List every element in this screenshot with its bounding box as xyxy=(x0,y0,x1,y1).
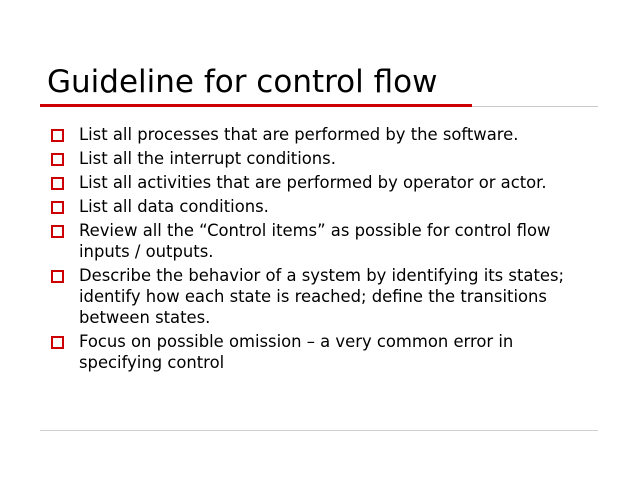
bullet-list xyxy=(49,124,599,376)
title-underline-accent xyxy=(40,104,472,107)
bullet-text: List all processes that are performed by the software. xyxy=(79,125,519,144)
square-bullet-icon xyxy=(51,270,64,283)
square-bullet-icon xyxy=(51,177,64,190)
bullet-item xyxy=(49,196,599,217)
bullet-text: List all activities that are performed by operator or actor. xyxy=(79,173,547,192)
square-bullet-icon xyxy=(51,201,64,214)
square-bullet-icon xyxy=(51,225,64,238)
bullet-item xyxy=(49,172,599,193)
bullet-text: Review all the “Control items” as possible for control flow inputs / outputs. xyxy=(79,221,551,261)
bullet-text: List all data conditions. xyxy=(79,197,269,216)
bullet-text: List all the interrupt conditions. xyxy=(79,149,336,168)
bullet-text: Focus on possible omission – a very common error in specifying control xyxy=(79,332,514,372)
bullet-text: Describe the behavior of a system by identifying its states; identify how each state is reached; define the transitions between states. xyxy=(79,266,565,327)
slide-title: Guideline for control flow xyxy=(47,64,438,100)
bullet-item xyxy=(49,148,599,169)
bullet-item xyxy=(49,124,599,145)
bullet-item xyxy=(49,331,599,373)
square-bullet-icon xyxy=(51,153,64,166)
footer-divider xyxy=(40,430,598,431)
title-underline-extension xyxy=(472,106,598,107)
bullet-item xyxy=(49,265,599,328)
square-bullet-icon xyxy=(51,336,64,349)
bullet-item xyxy=(49,220,599,262)
square-bullet-icon xyxy=(51,129,64,142)
